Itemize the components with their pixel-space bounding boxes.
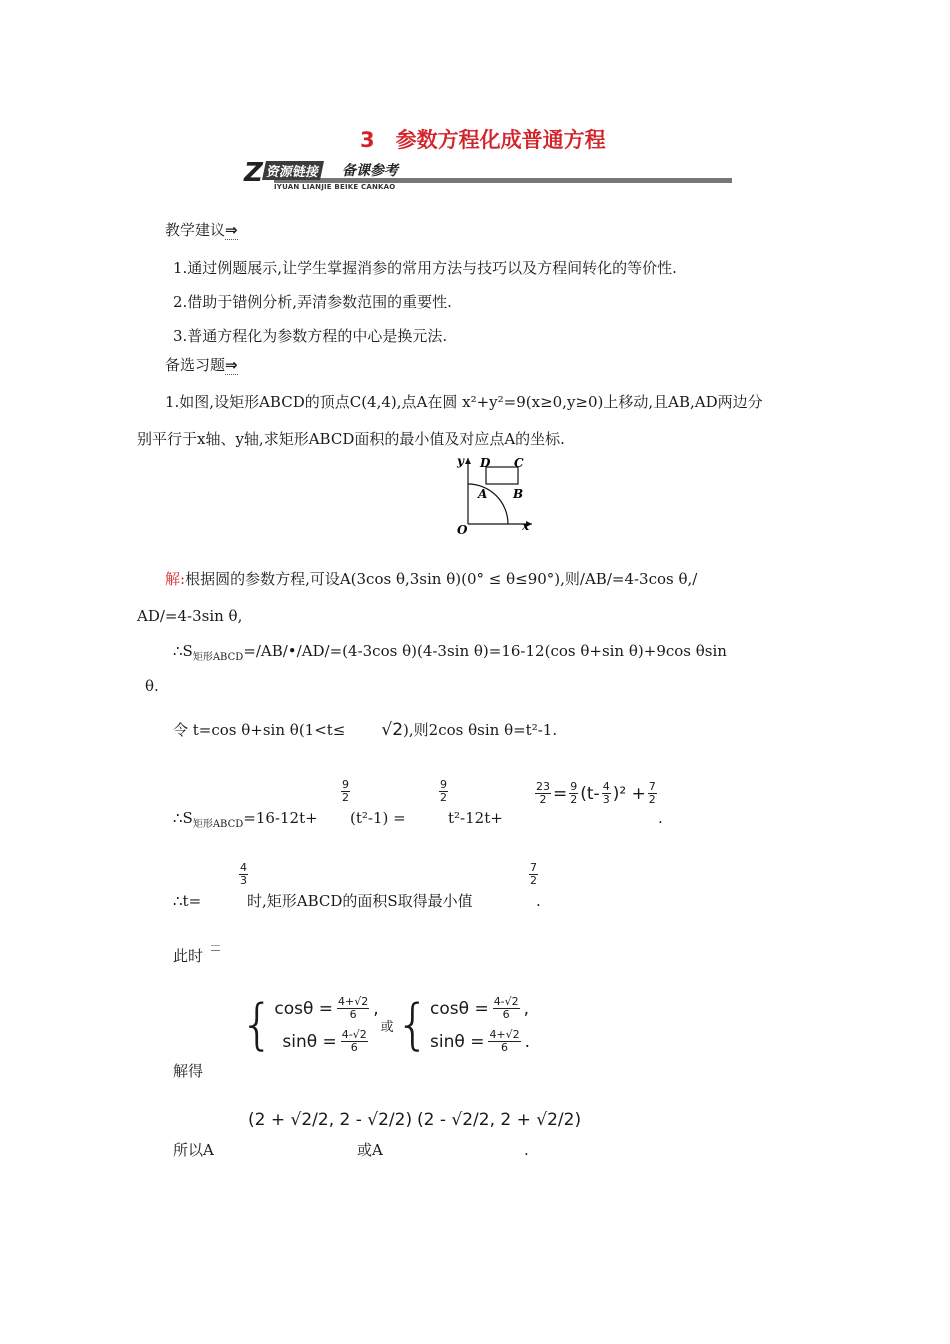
line-6-end-dot: .: [658, 809, 663, 827]
heading-text: 教学建议: [165, 221, 226, 239]
text: =16-12t+: [243, 809, 318, 827]
solution-line-5: [173, 720, 557, 740]
denominator: 2: [570, 793, 578, 806]
period: .: [524, 1031, 531, 1052]
system-1: [274, 996, 378, 1054]
numerator: 9: [570, 780, 578, 793]
heading-teaching-advice: [165, 220, 238, 240]
label-a: A: [478, 487, 488, 501]
coord-a-2: (2 - √2/2, 2 + √2/2): [417, 1110, 582, 1130]
label-o: O: [457, 523, 468, 537]
quarter-circle: [468, 484, 508, 524]
banner-label-left: 资源链接: [262, 161, 324, 180]
denominator: 2: [648, 793, 656, 806]
solution-line-7-text: 时,矩形ABCD的面积S取得最小值: [247, 892, 473, 910]
system-1-row-sin: [282, 1029, 378, 1054]
solution-text: 根据圆的参数方程,可设A(3cos θ,3sin θ)(0° ≤ θ≤90°),则/AB/=4-3cos θ,/: [185, 570, 698, 588]
text: (t-: [580, 783, 600, 804]
tiny-equation-image: ⎯⎯⎯: [211, 942, 221, 949]
coord-a-1: (2 + √2/2, 2 - √2/2): [248, 1110, 413, 1130]
left-brace-1: {: [240, 993, 275, 1056]
numerator: 4+√2: [489, 1028, 520, 1041]
arrow-icon: ⇒: [225, 356, 238, 374]
left-brace-2: {: [395, 993, 431, 1056]
text: =/AB/•/AD/=(4-3cos θ)(4-3sin θ)=16-12(cos θ+sin θ)+9cos θsin: [243, 642, 727, 660]
banner-pinyin: IYUAN LIANJIE BEIKE CANKAO: [274, 183, 396, 191]
label-y: y: [457, 454, 464, 468]
problem-line-2: 别平行于x轴、y轴,求矩形ABCD面积的最小值及对应点A的坐标.: [137, 430, 565, 448]
completed-square-formula: [535, 781, 657, 806]
numerator: 4+√2: [338, 995, 369, 1008]
solution-line-9: 解得: [173, 1062, 204, 1080]
or-text: 或: [380, 1019, 394, 1035]
denominator: 6: [502, 1008, 510, 1021]
final-answer-label: 所以A: [173, 1141, 214, 1159]
solution-line-3: [173, 641, 727, 668]
sqrt-two: √2: [381, 720, 404, 740]
advice-item-2: 2.借助于错例分析,弄清参数范围的重要性.: [173, 293, 452, 311]
numerator: 4-√2: [493, 995, 519, 1008]
solution-line-6-left: [173, 808, 318, 835]
sin-label: sinθ =: [430, 1031, 485, 1052]
text: )² +: [612, 783, 646, 804]
system-2-row-cos: [430, 996, 530, 1021]
solution-label: 解:: [165, 570, 186, 588]
y-axis-arrow-icon: [465, 458, 471, 464]
equation-systems: [240, 993, 531, 1056]
section-banner: [244, 158, 734, 194]
numerator: 4: [240, 861, 247, 874]
numerator: 7: [530, 861, 537, 874]
text: ∴S: [173, 642, 193, 660]
cos-label: cosθ =: [430, 998, 489, 1019]
numerator: 9: [342, 778, 349, 791]
system-1-row-cos: [274, 996, 378, 1021]
denominator: 2: [539, 793, 547, 806]
denominator: 6: [350, 1041, 358, 1054]
denominator: 2: [440, 791, 447, 804]
cos-label: cosθ =: [274, 998, 334, 1019]
text: ∴S: [173, 809, 193, 827]
solution-line-7-left: ∴t=: [173, 892, 202, 910]
frac-nine-half-2: [439, 779, 448, 804]
numerator: 9: [440, 778, 447, 791]
denominator: 6: [349, 1008, 357, 1021]
solution-line-6-mid: (t²-1) =: [350, 809, 406, 827]
banner-z-logo: Z: [244, 158, 263, 188]
denominator: 3: [240, 874, 247, 887]
label-x: x: [522, 519, 530, 533]
solution-line-6-right: t²-12t+: [448, 809, 503, 827]
denominator: 2: [342, 791, 349, 804]
comma: ,: [373, 998, 379, 1019]
numerator: 4-√2: [341, 1028, 367, 1041]
system-2: [430, 996, 530, 1054]
numerator: 23: [536, 780, 550, 793]
label-b: B: [513, 487, 524, 501]
advice-item-3: 3.普通方程化为参数方程的中心是换元法.: [173, 327, 448, 345]
banner-label-right: 备课参考: [342, 163, 398, 179]
rectangle-circle-figure: [440, 452, 540, 542]
frac-nine-half-1: [341, 779, 350, 804]
subscript: 矩形ABCD: [192, 819, 244, 830]
sin-label: sinθ =: [282, 1031, 337, 1052]
equals: =: [553, 783, 568, 804]
advice-item-1: 1.通过例题展示,让学生掌握消参的常用方法与技巧以及方程间转化的等价性.: [173, 259, 677, 277]
problem-line-1: 1.如图,设矩形ABCD的顶点C(4,4),点A在圆 x²+y²=9(x≥0,y≥0)上移动,且AB,AD两边分: [165, 393, 763, 411]
heading-backup: [165, 355, 238, 375]
comma: ,: [523, 998, 530, 1019]
subscript: 矩形ABCD: [192, 652, 244, 663]
frac-seven-half: [529, 862, 538, 887]
text: 令 t=cos θ+sin θ(1<t≤: [173, 721, 346, 739]
solution-line-8: 此时: [173, 947, 204, 965]
denominator: 2: [530, 874, 537, 887]
frac-four-thirds: [239, 862, 248, 887]
solution-line-4: θ.: [145, 677, 159, 695]
text: ),则2cos θsin θ=t²-1.: [403, 721, 558, 739]
line-7-end-dot: .: [536, 892, 541, 910]
solution-line-2: AD/=4-3sin θ,: [137, 607, 243, 625]
final-answer-or: 或A: [357, 1141, 383, 1159]
heading-text: 备选习题: [165, 356, 226, 374]
page-title: 3 参数方程化成普通方程: [360, 128, 606, 152]
system-2-row-sin: [430, 1029, 530, 1054]
denominator: 3: [602, 793, 610, 806]
numerator: 4: [602, 780, 610, 793]
label-c: C: [514, 456, 524, 470]
final-answer-end-dot: .: [524, 1141, 529, 1159]
arrow-icon: ⇒: [225, 221, 238, 239]
label-d: D: [480, 456, 491, 470]
numerator: 7: [648, 780, 656, 793]
denominator: 6: [501, 1041, 509, 1054]
solution-line-1: [165, 569, 697, 589]
